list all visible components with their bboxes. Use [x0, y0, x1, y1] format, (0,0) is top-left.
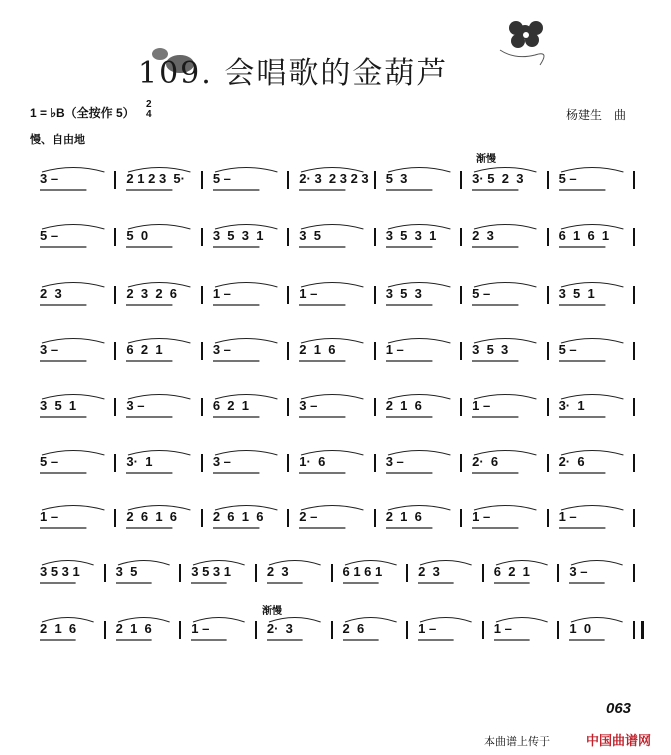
slur-mark [571, 615, 627, 623]
slur-mark [215, 392, 281, 400]
slur-mark [301, 392, 367, 400]
barline [201, 228, 203, 246]
beam-line [472, 360, 534, 364]
beam-line [213, 246, 275, 250]
slur-mark [474, 165, 540, 173]
slur-mark [128, 165, 194, 173]
barline [633, 286, 635, 304]
barline [374, 398, 376, 416]
measure: 2 1 6 [385, 398, 422, 413]
footer-text: 本曲谱上传于 [484, 736, 550, 748]
flower-ornament [480, 10, 570, 70]
barline [104, 564, 106, 582]
barline [287, 171, 289, 189]
beam-line [126, 416, 188, 420]
barline [374, 286, 376, 304]
beam-line [559, 304, 621, 308]
measure: 1· 6 [299, 454, 326, 469]
slur-mark [42, 222, 108, 230]
slur-mark [42, 392, 108, 400]
beam-line [191, 582, 243, 586]
staff-line [30, 558, 640, 608]
measure: 2 1 6 [115, 621, 152, 636]
slur-mark [561, 280, 627, 288]
slur-mark [42, 558, 98, 566]
slur-mark [388, 222, 454, 230]
slur-mark [215, 336, 281, 344]
barline [201, 171, 203, 189]
slur-mark [301, 280, 367, 288]
barline [557, 564, 559, 582]
measure: 1 – [299, 286, 318, 301]
measure: 3 5 [115, 564, 138, 579]
slur-mark [42, 448, 108, 456]
measure: 2 6 [342, 621, 365, 636]
barline [374, 342, 376, 360]
barline [460, 228, 462, 246]
slur-mark [128, 448, 194, 456]
beam-line [213, 189, 275, 193]
beam-line [559, 360, 621, 364]
measure: 2 1 6 [299, 342, 336, 357]
barline [374, 228, 376, 246]
meter-top: 2 [146, 99, 152, 110]
barline [460, 342, 462, 360]
slur-mark [128, 392, 194, 400]
beam-line [386, 416, 448, 420]
measure: 2 – [299, 509, 318, 524]
barline [374, 509, 376, 527]
measure: 2· 3 2 3 2 3 [299, 171, 369, 186]
beam-line [40, 360, 102, 364]
slur-mark [118, 615, 174, 623]
beam-line [40, 304, 102, 308]
slur-mark [474, 336, 540, 344]
slur-mark [388, 392, 454, 400]
measure: 6 2 1 [212, 398, 249, 413]
slur-mark [388, 280, 454, 288]
measure: 1 – [385, 342, 404, 357]
barline [406, 564, 408, 582]
measure: 6 1 6 1 [342, 564, 383, 579]
beam-line [126, 472, 188, 476]
beam-line [386, 304, 448, 308]
barline [633, 171, 635, 189]
barline [287, 398, 289, 416]
measure: 3 – [212, 454, 231, 469]
measure: 3 5 1 [558, 286, 595, 301]
measure: 3 5 3 [385, 286, 422, 301]
tempo-instruction: 渐慢 [262, 606, 282, 617]
beam-line [299, 472, 361, 476]
beam-line [40, 582, 92, 586]
slur-mark [301, 503, 367, 511]
beam-line [472, 189, 534, 193]
beam-line [299, 527, 361, 531]
barline [460, 454, 462, 472]
measure: 2 6 1 6 [212, 509, 264, 524]
barline [406, 621, 408, 639]
slur-mark [388, 165, 454, 173]
beam-line [386, 189, 448, 193]
beam-line [299, 246, 361, 250]
barline [114, 171, 116, 189]
barline [114, 509, 116, 527]
beam-line [126, 527, 188, 531]
beam-line [559, 472, 621, 476]
measure: 2 1 6 [385, 509, 422, 524]
meter-bottom: 4 [146, 109, 152, 120]
barline [460, 509, 462, 527]
composer: 杨建生 曲 [566, 108, 627, 122]
beam-line [191, 639, 243, 643]
beam-line [126, 246, 188, 250]
staff-line [30, 336, 640, 386]
barline [460, 398, 462, 416]
slur-mark [561, 165, 627, 173]
measure: 5 0 [126, 228, 149, 243]
measure: 3 – [212, 342, 231, 357]
barline [547, 342, 549, 360]
barline [201, 286, 203, 304]
slur-mark [215, 503, 281, 511]
slur-mark [474, 280, 540, 288]
measure: 1 – [472, 398, 491, 413]
beam-line [267, 582, 319, 586]
beam-line [40, 527, 102, 531]
measure: 1 – [418, 621, 437, 636]
staff-line [30, 392, 640, 442]
beam-line [559, 246, 621, 250]
measure: 3 5 3 1 [191, 564, 232, 579]
measure: 3· 5 2 3 [472, 171, 524, 186]
measure: 5 – [212, 171, 231, 186]
barline [460, 286, 462, 304]
slur-mark [128, 280, 194, 288]
barline [547, 286, 549, 304]
measure: 1 – [472, 509, 491, 524]
measure: 2 3 [418, 564, 440, 579]
measure: 2 3 [266, 564, 289, 579]
measure: 3 5 3 1 [212, 228, 264, 243]
beam-line [472, 304, 534, 308]
beam-line [418, 582, 470, 586]
slur-mark [388, 336, 454, 344]
slur-mark [128, 503, 194, 511]
slur-mark [42, 615, 98, 623]
barline [633, 621, 635, 639]
slur-mark [215, 280, 281, 288]
barline [482, 621, 484, 639]
barline [331, 621, 333, 639]
measure: 1 – [40, 509, 59, 524]
measure: 5 – [40, 454, 59, 469]
page-number: 063 [606, 700, 632, 717]
slur-mark [345, 558, 401, 566]
barline [114, 286, 116, 304]
beam-line [559, 189, 621, 193]
measure: 2· 6 [558, 454, 585, 469]
barline [287, 342, 289, 360]
measure: 1 – [191, 621, 210, 636]
measure: 2· 6 [472, 454, 499, 469]
barline [201, 454, 203, 472]
beam-line [386, 527, 448, 531]
slur-mark [301, 165, 367, 173]
slur-mark [193, 558, 249, 566]
measure: 5 – [558, 342, 577, 357]
slur-mark [118, 558, 174, 566]
slur-mark [42, 165, 108, 173]
barline [255, 564, 257, 582]
slur-mark [215, 222, 281, 230]
barline [633, 509, 635, 527]
slur-mark [301, 222, 367, 230]
slur-mark [474, 503, 540, 511]
slur-mark [301, 336, 367, 344]
slur-mark [388, 448, 454, 456]
measure: 2 1 2 3 5· [126, 171, 185, 186]
tempo-marking: 慢、自由地 [30, 134, 85, 146]
slur-mark [561, 448, 627, 456]
beam-line [472, 472, 534, 476]
beam-line [40, 416, 102, 420]
slur-mark [215, 165, 281, 173]
measure: 5 – [472, 286, 491, 301]
beam-line [213, 472, 275, 476]
beam-line [126, 360, 188, 364]
time-signature [146, 100, 152, 120]
barline [114, 454, 116, 472]
beam-line [116, 639, 168, 643]
barline [179, 564, 181, 582]
barline [374, 454, 376, 472]
key-signature: 1 = ♭B（全按作 5） [30, 106, 135, 120]
beam-line [559, 527, 621, 531]
barline [547, 509, 549, 527]
beam-line [472, 416, 534, 420]
slur-mark [474, 392, 540, 400]
beam-line [116, 582, 168, 586]
slur-mark [193, 615, 249, 623]
slur-mark [496, 558, 552, 566]
barline [557, 621, 559, 639]
beam-line [386, 246, 448, 250]
measure: 5 – [558, 171, 577, 186]
barline [633, 228, 635, 246]
barline [179, 621, 181, 639]
song-title: 109. 会唱歌的金葫芦 [138, 56, 449, 91]
footer-site: 中国曲谱网 [586, 733, 652, 748]
beam-line [418, 639, 470, 643]
barline [547, 171, 549, 189]
measure: 3 – [299, 398, 318, 413]
beam-line [40, 246, 102, 250]
tempo-instruction: 渐慢 [476, 154, 496, 165]
slur-mark [269, 558, 325, 566]
barline [460, 171, 462, 189]
measure: 3· 1 [126, 454, 153, 469]
measure: 5 3 [385, 171, 408, 186]
slur-mark [269, 615, 325, 623]
beam-line [40, 472, 102, 476]
staff-line [30, 448, 640, 498]
measure: 3· 1 [558, 398, 585, 413]
measure: 2 3 [472, 228, 494, 243]
barline [633, 342, 635, 360]
slur-mark [561, 336, 627, 344]
beam-line [343, 639, 395, 643]
slur-mark [561, 503, 627, 511]
beam-line [213, 527, 275, 531]
slur-mark [128, 336, 194, 344]
measure: 3 5 3 1 [385, 228, 437, 243]
slur-mark [345, 615, 401, 623]
slur-mark [388, 503, 454, 511]
slur-mark [474, 448, 540, 456]
measure: 6 2 1 [126, 342, 163, 357]
beam-line [126, 304, 188, 308]
beam-line [386, 472, 448, 476]
beam-line [267, 639, 319, 643]
staff-line [30, 222, 640, 272]
measure: 3 5 3 1 [40, 564, 80, 579]
measure: 2 1 6 [40, 621, 77, 636]
measure: 3 – [40, 342, 59, 357]
beam-line [213, 304, 275, 308]
staff-line [30, 280, 640, 330]
measure: 3 5 [299, 228, 321, 243]
slur-mark [420, 615, 476, 623]
beam-line [494, 639, 546, 643]
slur-mark [215, 448, 281, 456]
barline [331, 564, 333, 582]
slur-mark [561, 222, 627, 230]
barline [633, 398, 635, 416]
measure: 1 – [212, 286, 231, 301]
beam-line [559, 416, 621, 420]
barline [201, 342, 203, 360]
staff-line [30, 615, 640, 665]
measure: 3 5 3 [472, 342, 509, 357]
measure: 2· 3 [266, 621, 293, 636]
barline [547, 454, 549, 472]
measure: 1 – [493, 621, 512, 636]
beam-line [299, 416, 361, 420]
barline [547, 228, 549, 246]
slur-mark [301, 448, 367, 456]
barline [287, 454, 289, 472]
beam-line [472, 527, 534, 531]
beam-line [40, 189, 102, 193]
slur-mark [42, 336, 108, 344]
measure: 3 5 1 [40, 398, 77, 413]
slur-mark [42, 503, 108, 511]
beam-line [569, 639, 621, 643]
measure: 6 2 1 [493, 564, 530, 579]
slur-mark [128, 222, 194, 230]
beam-line [299, 189, 361, 193]
barline [287, 228, 289, 246]
barline [633, 454, 635, 472]
measure: 3 – [126, 398, 145, 413]
slur-mark [474, 222, 540, 230]
barline [201, 398, 203, 416]
measure: 1 – [558, 509, 577, 524]
measure: 6 1 6 1 [558, 228, 610, 243]
beam-line [472, 246, 534, 250]
measure: 5 – [40, 228, 59, 243]
beam-line [213, 416, 275, 420]
barline [255, 621, 257, 639]
beam-line [386, 360, 448, 364]
beam-line [126, 189, 188, 193]
measure: 2 6 1 6 [126, 509, 178, 524]
measure: 1 0 [569, 621, 592, 636]
barline [287, 286, 289, 304]
beam-line [299, 360, 361, 364]
barline [287, 509, 289, 527]
barline [114, 342, 116, 360]
slur-mark [42, 280, 108, 288]
beam-line [343, 582, 395, 586]
barline [114, 398, 116, 416]
barline [633, 564, 635, 582]
beam-line [494, 582, 546, 586]
barline [374, 171, 376, 189]
beam-line [299, 304, 361, 308]
slur-mark [561, 392, 627, 400]
measure: 2 3 [40, 286, 62, 301]
barline [201, 509, 203, 527]
barline [482, 564, 484, 582]
slur-mark [496, 615, 552, 623]
beam-line [213, 360, 275, 364]
barline [114, 228, 116, 246]
barline [547, 398, 549, 416]
measure: 2 3 2 6 [126, 286, 178, 301]
measure: 3 – [385, 454, 404, 469]
beam-line [40, 639, 92, 643]
measure: 3 – [40, 171, 59, 186]
slur-mark [571, 558, 627, 566]
final-barline [641, 621, 644, 639]
beam-line [569, 582, 621, 586]
staff-line [30, 503, 640, 553]
staff-line [30, 165, 640, 215]
slur-mark [420, 558, 476, 566]
barline [104, 621, 106, 639]
measure: 3 – [569, 564, 588, 579]
